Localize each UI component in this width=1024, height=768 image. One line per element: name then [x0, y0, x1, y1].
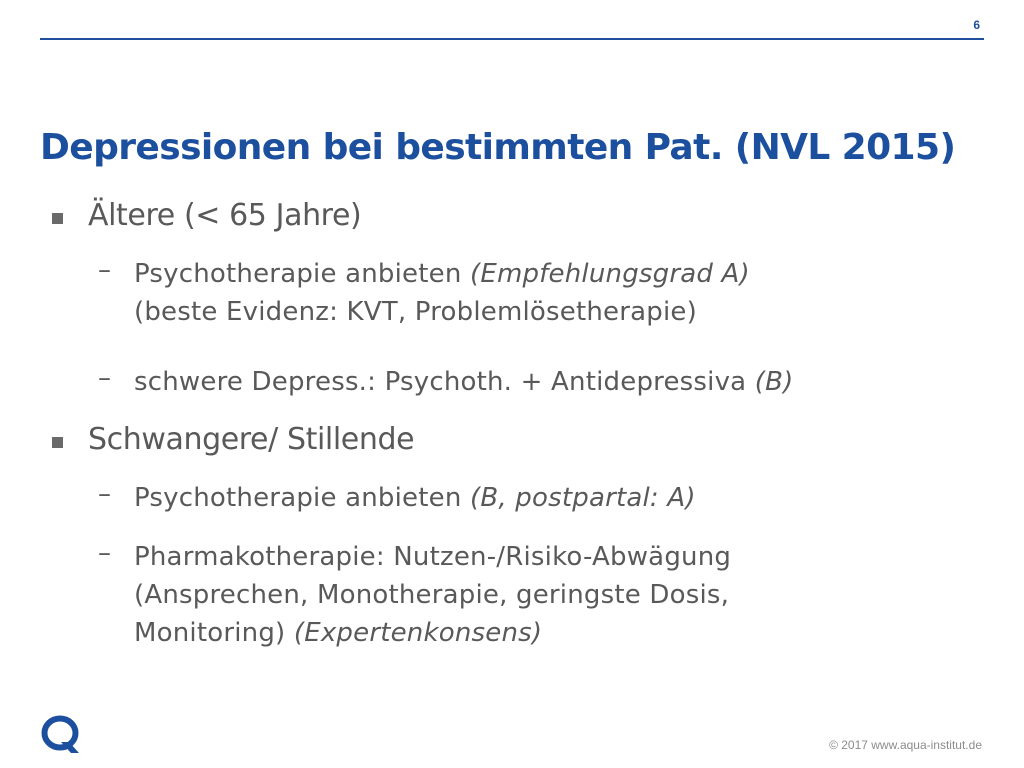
subitem-line — [134, 576, 731, 614]
line-text: Monitoring) — [134, 618, 294, 648]
subitem-text — [134, 255, 750, 331]
page-number: 6 — [973, 18, 980, 32]
line-text: schwere Depress.: Psychoth. + Antidepressiva — [134, 367, 755, 397]
aqua-q-logo-icon — [41, 715, 83, 755]
subitem-line — [134, 614, 731, 652]
line-text: Pharmakotherapie: Nutzen-/Risiko-Abwägung — [134, 542, 732, 572]
subitem-text — [134, 363, 794, 401]
subitem-line — [134, 479, 696, 517]
subitem-text — [134, 479, 696, 517]
line-italic: (Empfehlungsgrad A) — [469, 259, 750, 289]
subitem-line — [134, 363, 794, 401]
subitem-line — [134, 293, 750, 331]
line-italic: (B, postpartal: A) — [469, 483, 696, 513]
line-text: Psychotherapie anbieten — [134, 483, 470, 513]
line-text: Psychotherapie anbieten — [134, 259, 470, 289]
bullet-label: Schwangere/ Stillende — [88, 422, 415, 457]
square-bullet-icon — [52, 437, 63, 448]
line-text: (beste Evidenz: KVT, Problemlösetherapie) — [134, 297, 697, 327]
line-italic: (Expertenkonsens) — [293, 618, 543, 648]
bullet-label: Ältere (< 65 Jahre) — [88, 198, 362, 233]
subitem-line — [134, 255, 750, 293]
line-italic: (B) — [754, 367, 794, 397]
subitem-text — [134, 538, 731, 652]
dash-bullet-icon: – — [98, 363, 111, 393]
square-bullet-icon — [52, 213, 63, 224]
dash-bullet-icon: – — [98, 479, 111, 509]
line-text: (Ansprechen, Monotherapie, geringste Dosis, — [134, 580, 730, 610]
slide-title: Depressionen bei bestimmten Pat. (NVL 2015) — [40, 127, 956, 168]
dash-bullet-icon: – — [98, 255, 111, 285]
copyright-footer: © 2017 www.aqua-institut.de — [829, 738, 982, 752]
dash-bullet-icon: – — [98, 538, 111, 568]
subitem-line — [134, 538, 731, 576]
